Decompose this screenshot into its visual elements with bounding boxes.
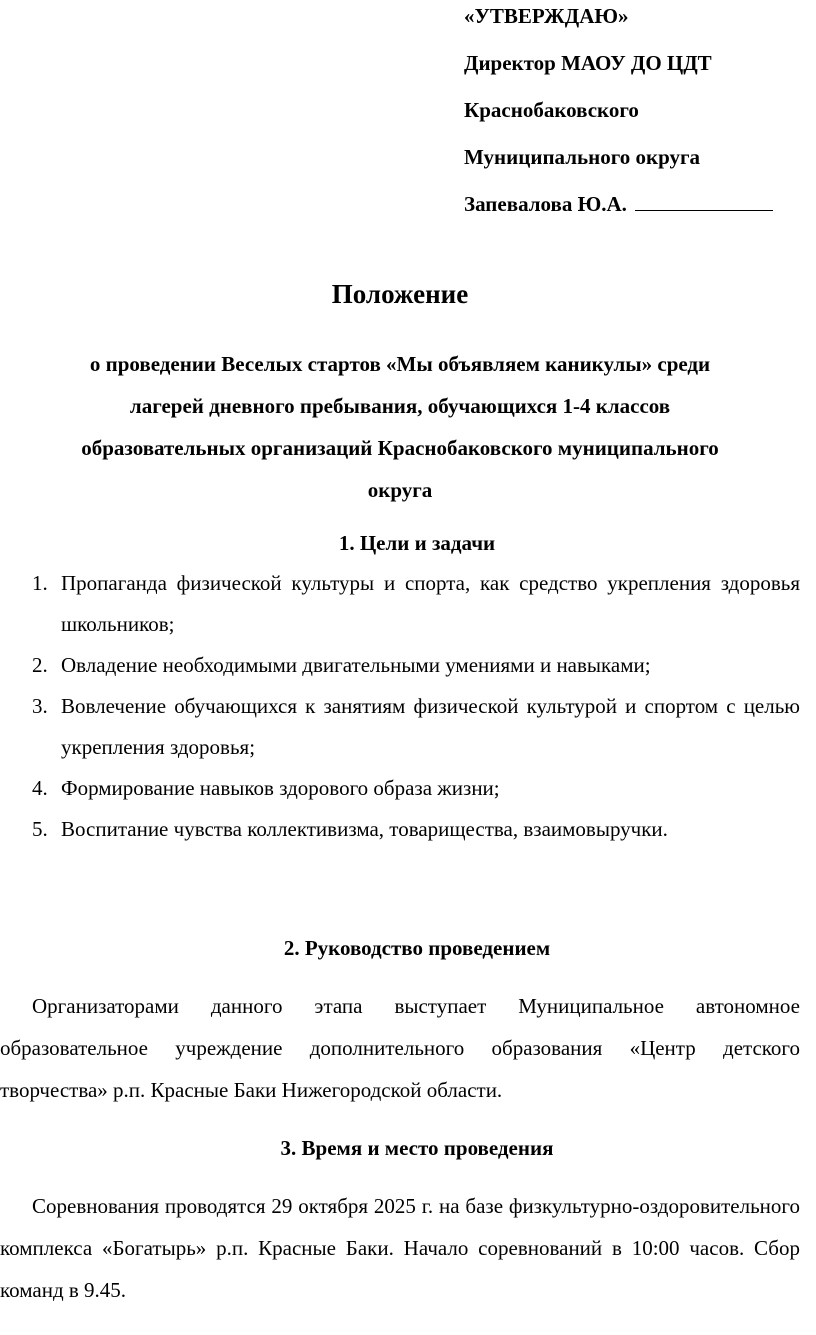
subtitle-line: округа: [367, 478, 433, 502]
document-subtitle: [0, 343, 800, 511]
signature-line: [635, 190, 773, 211]
subtitle-line: образовательных организаций Краснобаковского муниципального: [81, 436, 719, 460]
list-item-text: Овладение необходимыми двигательными умениями и навыками;: [61, 653, 651, 677]
approval-stamp: «УТВЕРЖДАЮ»: [464, 4, 629, 28]
list-item-text: Воспитание чувства коллективизма, товарищества, взаимовыручки.: [61, 817, 668, 841]
list-item: [32, 563, 800, 645]
list-item-number: 5.: [32, 817, 48, 841]
list-item: [32, 768, 800, 809]
approver-organization: Краснобаковского: [464, 98, 639, 122]
section-heading-management: 2. Руководство проведением: [283, 936, 551, 960]
list-item: [32, 686, 800, 768]
approver-position: Директор МАОУ ДО ЦДТ: [464, 51, 712, 75]
subtitle-line: лагерей дневного пребывания, обучающихся 1-4 классов: [129, 394, 671, 418]
list-item-number: 4.: [32, 776, 48, 800]
list-item-number: 3.: [32, 694, 48, 718]
management-paragraph: Организаторами данного этапа выступает Муниципальное автономное образовательное учреждение дополнительного образования «Центр детского творчества» р.п. Красные Баки Нижегородской области.: [0, 994, 800, 1102]
list-item-text: Вовлечение обучающихся к занятиям физической культурой и спортом с целью укрепления здоровья;: [61, 694, 800, 759]
approval-block: [464, 0, 773, 233]
list-item-number: 1.: [32, 571, 48, 595]
time-place-paragraph: Соревнования проводятся 29 октября 2025 г. на базе физкультурно-оздоровительного комплекса «Богатырь» р.п. Красные Баки. Начало соревнований в 10:00 часов. Сбор команд в 9.45.: [0, 1194, 800, 1302]
document-title: Положение: [331, 279, 469, 309]
approver-name: Запевалова Ю.А.: [464, 192, 627, 216]
list-item: [32, 645, 800, 686]
section-heading-goals: 1. Цели и задачи: [338, 531, 496, 555]
list-item-number: 2.: [32, 653, 48, 677]
subtitle-line: о проведении Веселых стартов «Мы объявляем каникулы» среди: [89, 352, 711, 376]
approver-district: Муниципального округа: [464, 145, 701, 169]
list-item-text: Формирование навыков здорового образа жизни;: [61, 776, 500, 800]
section-heading-time-place: 3. Время и место проведения: [280, 1136, 554, 1160]
approver-signature-row: [464, 186, 773, 222]
list-item: [32, 809, 800, 850]
list-item-text: Пропаганда физической культуры и спорта, как средство укрепления здоровья школьников;: [61, 571, 800, 636]
goals-list: [32, 563, 800, 850]
